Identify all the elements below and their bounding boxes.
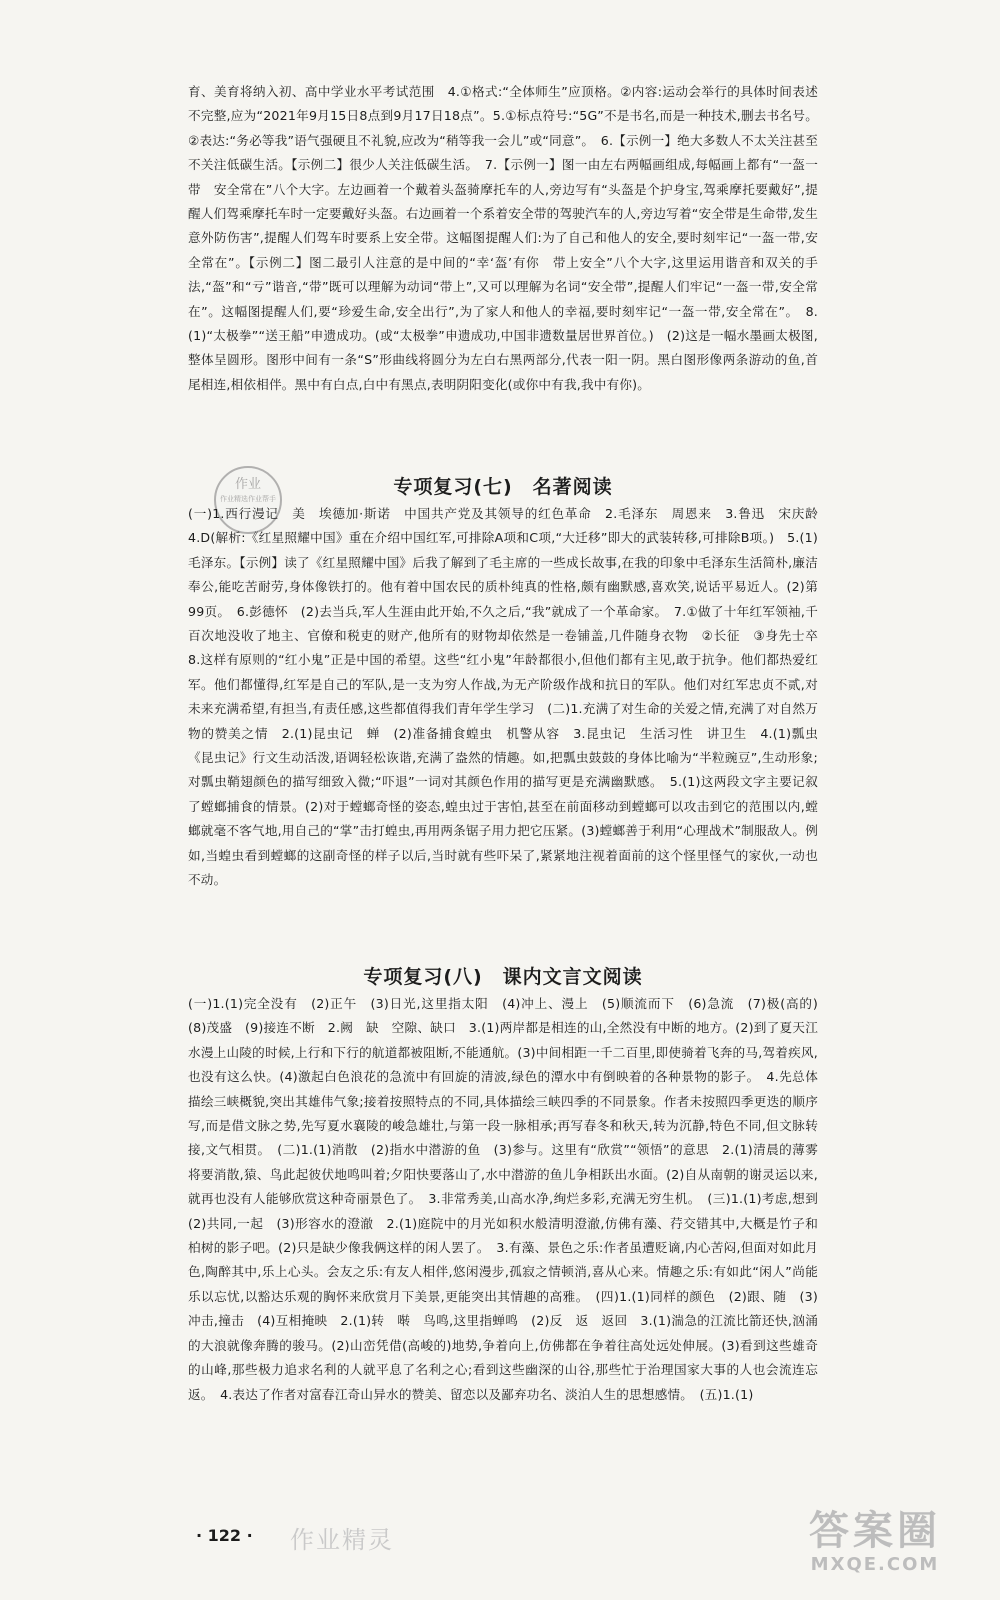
watermark-left: 作业精灵 [290, 1526, 394, 1554]
watermark-right [760, 1508, 990, 1588]
paragraph-bottom: (一)1.(1)完全没有 (2)正午 (3)日光,这里指太阳 (4)冲上、漫上 (5)顺流而下 (6)急流 (7)极(高的) (8)茂盛 (9)接连不断 2.阙 缺 空隙、缺口 3.(1)两岸都是相连的山,全然没有中断的地方。(2)到了夏天江水漫上山陵的时候,上行和下行的航道都被阻断,不能通航。(3)中间相距一千二百里,即使骑着飞奔的马,驾着疾风,也没有这么快。(4)激起白色浪花的急流中有回旋的清波,绿色的潭水中有倒映着的各种景物的影子。 4.先总体描绘三峡概貌,突出其雄伟气象;接着按照特点的不同,具体描绘三峡四季的不同景象。作者未按照四季更迭的顺序写,而是借文脉之势,先写夏水襄陵的峻急雄壮,与第一段一脉相承;再写春冬和秋天,转为沉静,特色不同,但文脉转接,文气相贯。 (二)1.(1)消散 (2)指水中潜游的鱼 (3)参与。这里有“欣赏”“领悟”的意思 2.(1)清晨的薄雾将要消散,猿、鸟此起彼伏地鸣叫着;夕阳快要落山了,水中潜游的鱼儿争相跃出水面。(2)自从南朝的谢灵运以来,就再也没有人能够欣赏这种奇丽景色了。 3.非常秀美,山高水净,绚烂多彩,充满无穷生机。 (三)1.(1)考虑,想到 (2)共同,一起 (3)形容水的澄澈 2.(1)庭院中的月光如积水般清明澄澈,仿佛有藻、荇交错其中,大概是竹子和柏树的影子吧。(2)只是缺少像我俩这样的闲人罢了。 3.有藻、景色之乐:作者虽遭贬谪,内心苦闷,但面对如此月色,陶醉其中,乐上心头。会友之乐:有友人相伴,悠闲漫步,孤寂之情顿消,喜从心来。情趣之乐:有如此“闲人”尚能乐以忘忧,以豁达乐观的胸怀来欣赏月下美景,更能突出其情趣的高雅。 (四)1.(1)同样的颜色 (2)跟、随 (3)冲击,撞击 (4)互相掩映 2.(1)转 啭 鸟鸣,这里指蝉鸣 (2)反 返 返回 3.(1)湍急的江流比箭还快,汹涌的大浪就像奔腾的骏马。(2)山峦凭借(高峻的)地势,争着向上,仿佛都在争着往高处远处伸展。(3)看到这些雄奇的山峰,那些极力追求名利的人就平息了名利之心;看到这些幽深的山谷,那些忙于治理国家大事的人也会流连忘返。 4.表达了作者对富春江奇山异水的赞美、留恋以及鄙弃功名、淡泊人生的思想感情。 (五)1.(1) [188, 996, 831, 1402]
answer-section-bottom [188, 992, 831, 1407]
stamp-line1: 作业 [234, 477, 261, 492]
page-number: · 122 · [196, 1526, 253, 1545]
paragraph-top: 育、美育将纳入初、高中学业水平考试范围 4.①格式:“全体师生”应顶格。②内容:运动会举行的具体时间表述不完整,应为“2021年9月15日8点到9月17日18点”。5.①标点符号:“5G”不是书名,而是一种技术,删去书名号。②表达:“务必等我”语气强硬且不礼貌,应改为“稍等我一会儿”或“同意”。 6.【示例一】绝大多数人不太关注甚至不关注低碳生活。【示例二】很少人关注低碳生活。 7.【示例一】图一由左右两幅画组成,每幅画上都有“一盔一带 安全常在”八个大字。左边画着一个戴着头盔骑摩托车的人,旁边写有“头盔是个护身宝,驾乘摩托要戴好”,提醒人们驾乘摩托车时一定要戴好头盔。右边画着一个系着安全带的驾驶汽车的人,旁边写着“安全带是生命带,发生意外防伤害”,提醒人们驾车时要系上安全带。这幅图提醒人们:为了自己和他人的安全,要时刻牢记“一盔一带,安全常在”。【示例二】图二最引人注意的是中间的“幸‘盔’有你 带上安全”八个大字,这里运用谐音和双关的手法,“盔”和“亏”谐音,“带”既可以理解为动词“带上”,又可以理解为名词“安全带”,提醒人们牢记“一盔一带,安全常在”。这幅图提醒人们,要“珍爱生命,安全出行”,为了家人和他人的幸福,要时刻牢记“一盔一带,安全常在”。 8.(1)“太极拳”“送王船”申遗成功。(或“太极拳”申遗成功,中国非遗数量居世界首位。) (2)这是一幅水墨画太极图,整体呈圆形。图形中间有一条“S”形曲线将圆分为左白右黑两部分,代表一阳一阴。黑白图形像两条游动的鱼,首尾相连,相依相伴。黑中有白点,白中有黑点,表明阴阳变化(或你中有我,我中有你)。 [188, 84, 818, 392]
section-heading-7: 专项复习(七) 名著阅读 [393, 476, 613, 498]
watermark-right-big: 答案圈 [809, 1508, 941, 1554]
answer-section-mid [188, 502, 831, 893]
paragraph-mid: (一)1.西行漫记 美 埃德加·斯诺 中国共产党及其领导的红色革命 2.毛泽东 周恩来 3.鲁迅 宋庆龄 4.D(解析:《红星照耀中国》重在介绍中国红军,可排除A项和C项,“大迁移”即大的武装转移,可排除B项。) 5.(1)毛泽东。【示例】读了《红星照耀中国》后我了解到了毛主席的一些成长故事,在我的印象中毛泽东生活简朴,廉洁奉公,能吃苦耐劳,身体像铁打的。他有着中国农民的质朴纯真的性格,颇有幽默感,喜欢笑,说话平易近人。(2)第99页。 6.彭德怀 (2)去当兵,军人生涯由此开始,不久之后,“我”就成了一个革命家。 7.①做了十年红军领袖,千百次地没收了地主、官僚和税吏的财产,他所有的财物却依然是一卷铺盖,几件随身衣物 ②长征 ③身先士卒 8.这样有原则的“红小鬼”正是中国的希望。这些“红小鬼”年龄都很小,但他们都有主见,敢于抗争。他们都热爱红军。他们都懂得,红军是自己的军队,是一支为穷人作战,为无产阶级作战和抗日的军队。他们对红军忠贞不贰,对未来充满希望,有担当,有责任感,这些都值得我们青年学生学习 (二)1.充满了对生命的关爱之情,充满了对自然万物的赞美之情 2.(1)昆虫记 蝉 (2)准备捕食蝗虫 机警从容 3.昆虫记 生活习性 讲卫生 4.(1)瓢虫 《昆虫记》行文生动活泼,语调轻松诙谐,充满了盎然的情趣。如,把瓢虫鼓鼓的身体比喻为“半粒豌豆”,生动形象;对瓢虫鞘翅颜色的描写细致入微;“吓退”一词对其颜色作用的描写更是充满幽默感。 5.(1)这两段文字主要记叙了螳螂捕食的情景。(2)对于螳螂奇怪的姿态,蝗虫过于害怕,甚至在前面移动到螳螂可以攻击到它的范围以内,螳螂就毫不客气地,用自己的“掌”击打蝗虫,再用两条锯子用力把它压紧。(3)螳螂善于利用“心理战术”制服敌人。例如,当蝗虫看到螳螂的这副奇怪的样子以后,当时就有些吓呆了,紧紧地注视着面前的这个怪里怪气的家伙,一动也不动。 [188, 506, 831, 888]
watermark-right-small: MXQE.COM [810, 1554, 940, 1575]
section-heading-8: 专项复习(八) 课内文言文阅读 [363, 966, 643, 988]
stamp-line2: 作业精选作业帮手 [220, 495, 276, 503]
answer-section-top [188, 80, 818, 397]
